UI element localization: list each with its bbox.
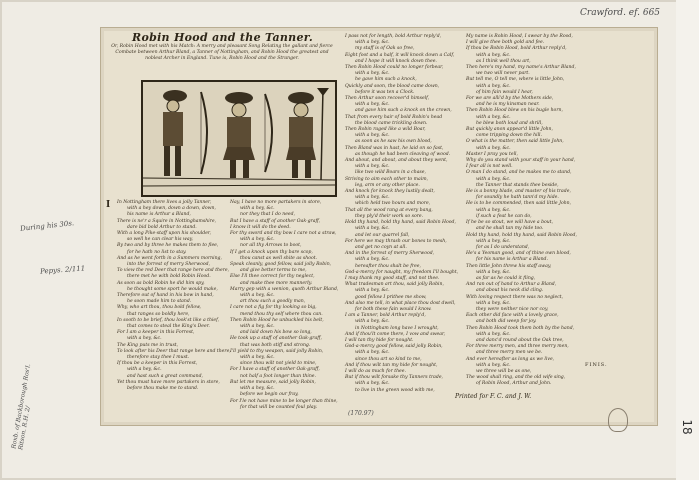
verse-line: And in the forrest of merry Sherwood,: [345, 251, 435, 257]
verse-line: There is ne'r a Squire in Nottinghamshire,: [117, 218, 217, 224]
verse-line: I care not a fig for thy looking so big,: [230, 305, 317, 311]
verse-line: Master I pray you tell,: [466, 151, 518, 157]
verse-line: with a hey, &c.: [240, 206, 275, 212]
verse-line: Quickly and soon, the blood came down,: [345, 83, 440, 89]
verse-line: as I think well thou art,: [476, 58, 531, 64]
verse-line: and laid down his bow so long,: [240, 330, 312, 336]
catalog-annotation: Crawford. ef. 665: [580, 8, 661, 18]
verse-line: Each other did face with a lovely grace,: [466, 313, 559, 319]
verse-line: and give better terms to me,: [240, 268, 307, 274]
verse-line: For I'le not have mine to be longer than thine,: [230, 398, 338, 404]
verse-line: with a hey, &c.: [476, 300, 511, 306]
verse-line: My name is Robin Hood, I swear by the Rood,: [466, 34, 573, 39]
verse-line: as far as he could it fling,: [476, 275, 536, 281]
verse-line: with a hey, &c.: [355, 164, 390, 170]
verse-line: and gave him such a knock on the crown,: [355, 108, 452, 114]
verse-line: To view the red Deer that range here and there,: [117, 268, 230, 274]
margin-note-1: During his 30s.: [19, 219, 75, 233]
verse-line: in Nottingham long have I wrought,: [355, 325, 439, 331]
verse-line: we three will be as one,: [476, 368, 532, 374]
verse-line: For we are alli'd by the Mothers side,: [466, 96, 554, 102]
verse-line: there met he with bold Robin Hood.: [127, 274, 211, 280]
verse-line: with a hey, &c.: [476, 176, 511, 182]
verse-line: for that will be counted foul play.: [240, 404, 318, 410]
verse-line: Marry gep with a wenion, quoth Arthur Bland,: [230, 286, 339, 292]
verse-line: with a hey, &c.: [355, 350, 390, 356]
verse-line: hereafter thou shalt be free,: [355, 263, 421, 269]
verse-line: But quickly anon appear'd little John,: [466, 127, 553, 133]
verse-line: that comes to steal the King's Deer.: [127, 324, 210, 330]
verse-line: with a hey, &c.: [476, 238, 511, 244]
verse-line: By two and by three he makes them to flee,: [117, 243, 219, 249]
verse-line: and three merry men we be.: [476, 350, 543, 356]
verse-line: with a hey, &c.: [476, 52, 511, 58]
verse-line: I fear all is not well.: [466, 164, 513, 170]
verse-line: I know it will do the deed.: [230, 224, 291, 230]
verse-line: With a long Pike-staff upon his shoulder,: [117, 231, 212, 237]
verse-line: and he shall tan my hide too.: [476, 226, 544, 232]
verse-line: nor they that I do need,: [240, 212, 296, 218]
verse-line: For I am a keeper in this Forrest,: [117, 330, 195, 336]
verse-line: the blood came trickling down.: [355, 120, 428, 126]
three-figures-woodcut-icon: [143, 82, 335, 195]
verse-line: he blew both loud and shrill,: [476, 120, 543, 126]
verse-line: He's a Yeoman good, and of thine own blood,: [466, 251, 571, 257]
verse-line: with a hey, &c.: [476, 207, 511, 213]
margin-note-2: Pepys. 2/111: [39, 264, 86, 276]
verse-line: with a hey, &c.: [355, 40, 390, 46]
verse-line: And knock for knock they lustily dealt,: [345, 189, 435, 195]
folio-reference: (170.97): [348, 410, 374, 417]
verse-line: and he is my kinsman near.: [476, 102, 540, 108]
verse-line: before it was ten a Clock.: [355, 89, 415, 95]
verse-line: But I have a staff of another Oak-graff,: [230, 218, 321, 224]
verse-line: with a hey, &c.: [355, 319, 390, 325]
verse-line: he thought some sport he would make,: [127, 286, 218, 292]
ballad-subtitle: Or, Robin Hood met with his Match: A merry and pleasant Song Relating the gallant and fierce Combate between Arthur Bland, a Tanner of Nottingham, and Robin Hood the greatest and noblest Archer in England. Tune is, Robin Hood and the Stranger.: [111, 44, 333, 61]
verse-line: with a hey, &c.: [476, 331, 511, 337]
verse-line: and get no coyn at all.: [355, 244, 407, 250]
verse-line: with a hey, &c.: [355, 71, 390, 77]
verse-line: In Nottingham there lives a jolly Tanner,: [117, 200, 212, 205]
verse-line: for both these fain would I know.: [355, 306, 432, 312]
verse-line: for he hath no list to stay.: [127, 249, 187, 255]
page-number: 18: [680, 419, 694, 435]
verse-line: they ply'd their work so sore.: [355, 213, 424, 219]
verse-line: And about, and about, and about they went,: [345, 158, 448, 164]
verse-line: as soon as he saw his own blood,: [355, 139, 432, 145]
verse-line: For I have a staff of another Oak-graff,: [230, 367, 320, 373]
verse-line: of him fain would I hear,: [476, 89, 533, 95]
verse-line: and danc'd round about the Oak tree,: [476, 337, 564, 343]
verse-line: For here we may thrash our bones to mesh,: [345, 238, 447, 244]
verse-line: leg, arm or any other place.: [355, 182, 420, 188]
verse-line: and let our quarrel fall,: [355, 232, 410, 238]
verse-line: dare bid bold Arthur to stand.: [127, 224, 197, 230]
verse-line: Then Robin Hood blew on his bugle horn,: [466, 108, 563, 114]
verse-line: Why, who art thou, thou bold fellow,: [117, 305, 201, 311]
verse-line: not half a foot longer than thine.: [240, 373, 316, 379]
verse-line: with a hey, &c.: [476, 114, 511, 120]
verse-line: The wood shall ring, and the old wife sing,: [466, 375, 566, 381]
verse-line: with a hey, &c.: [127, 367, 162, 373]
verse-line: I pass not for length, bold Arthur reply'd,: [345, 34, 442, 39]
verse-line: God-a-mercy good fellow, said jolly Robin,: [345, 344, 443, 350]
verse-line: Then Robin Hood could no longer forbear,: [345, 65, 444, 71]
verse-line: I will do as much for thee.: [345, 368, 406, 374]
verse-line: we two will never part.: [476, 71, 530, 77]
verse-line: with a hey, &c.: [240, 237, 275, 243]
ballad-title: Robin Hood and the Tanner.: [132, 31, 313, 44]
verse-column-1: [117, 200, 231, 400]
verse-line: Why do you stand with your staff in your hand,: [466, 158, 576, 164]
verse-line: I will give thee both gold and fee.: [466, 40, 545, 46]
verse-line: before we begin our fray,: [240, 392, 299, 398]
library-stamp-icon: [608, 408, 628, 432]
verse-line: Hold thy hand, hold thy hand, said Robin Hood,: [345, 220, 456, 226]
verse-line: with a hey, &c.: [355, 102, 390, 108]
verse-line: In sooth to be brief, thou look'st like a thief,: [117, 317, 220, 323]
verse-line: That all the wood rang at every bang,: [345, 207, 433, 213]
verse-line: And as he went forth in a Summers morning,: [117, 255, 222, 261]
verse-line: so well he can clear his way,: [127, 237, 194, 243]
verse-line: with a hey, &c.: [127, 336, 162, 342]
verse-line: Yet thou must have more partakers in store,: [117, 379, 220, 385]
verse-line: O what is the matter, then said little John,: [466, 139, 564, 145]
verse-line: If thou be Robin Hood, bold Arthur reply'd,: [466, 46, 567, 52]
verse-line: He took up a staff of another Oak-graff,: [230, 336, 322, 342]
verse-line: his name is Arthur a Bland,: [127, 212, 191, 218]
woodcut-illustration: [141, 80, 337, 197]
verse-line: with a hey, &c.: [355, 195, 390, 201]
verse-line: Therefore out of hand in his bow in hand,: [117, 293, 214, 299]
verse-line: since thou art so kind to me,: [355, 356, 422, 362]
verse-line: for as I do understand,: [476, 244, 530, 250]
verse-line: as though he had been cleaving of wood.: [355, 151, 451, 157]
verse-line: since thou wilt not yield to mine,: [240, 361, 317, 367]
verse-line: I am a Tanner, bold Arthur reply'd,: [345, 313, 426, 319]
verse-line: Then Arthur soon recover'd himself,: [345, 96, 430, 102]
verse-line: But tell me, O tell me, where is little John,: [466, 77, 565, 83]
verse-line: of Robin Hood, Arthur and John.: [476, 381, 552, 387]
verse-line: And also me tell, in what place thou dost dwell,: [345, 300, 456, 306]
verse-line: If I get a knock upon thy bare scop,: [230, 249, 313, 255]
verse-line: mend thou thy self where thou can.: [240, 311, 323, 317]
verse-line: therefore stay thee I must.: [127, 355, 190, 361]
verse-column-4: [466, 34, 584, 387]
verse-line: with a hey, &c.: [355, 381, 390, 387]
drop-cap: I: [106, 200, 111, 210]
verse-line: thou canst as well shite as shoot.: [240, 255, 318, 261]
verse-line: into the forrest of merry Sherwood,: [127, 262, 211, 268]
verse-line: with a hey, &c.: [476, 362, 511, 368]
verse-line: He is to be commended, then said little John,: [466, 201, 572, 207]
verse-line: they were neither nice nor coy,: [476, 306, 549, 312]
verse-line: and about his neck did cling.: [476, 288, 544, 294]
verse-line: to live in the green wood with me,: [355, 387, 435, 393]
verse-line: and make thee more mannerly.: [240, 280, 313, 286]
verse-line: and both did weep for joy.: [476, 319, 537, 325]
verse-line: And if thou'lt come there, I vow and swear,: [345, 331, 446, 337]
verse-line: And ran out of hand to Arthur a Bland,: [466, 282, 557, 288]
verse-line: before thou make me to stand.: [127, 386, 199, 392]
verse-line: he gave him such a knock,: [355, 77, 417, 83]
verse-line: God-a-mercy for naught, my freedom I'll bought,: [345, 269, 459, 275]
verse-line: He is a bonny blade, and master of his trade,: [466, 189, 571, 195]
verse-line: If he be so stout, we will have a bout,: [466, 220, 554, 226]
verse-line: Hold thy hand, hold thy hand, said Robin Hood,: [466, 232, 577, 238]
margin-note-3: Roxb. of Backborough Ros'l. Ritson. R.H. 2/: [10, 363, 33, 451]
verse-column-3: [345, 34, 463, 394]
verse-line: with a hey, &c.: [240, 324, 275, 330]
verse-line: I may thank my good staff, and not thee.: [345, 275, 440, 281]
verse-line: And ever hereafter as long as we live,: [466, 356, 555, 362]
verse-line: for his name is Arthur a Bland.: [476, 257, 548, 263]
verse-line: Striving to aim each other to maim,: [345, 176, 429, 182]
verse-line: good fellow I prithee me show,: [355, 294, 427, 300]
verse-line: With loving respect there was no neglect,: [466, 294, 564, 300]
verse-line: Eight foot and a half, it will knock down a Calf,: [345, 52, 455, 58]
verse-line: Speak cleanly, good fellow, said jolly Robin,: [230, 262, 332, 268]
verse-line: As soon as bold Robin he did him spy,: [117, 280, 205, 286]
verse-line: with a hey, &c.: [240, 355, 275, 361]
verse-line: For three merry men, and three merry men,: [466, 344, 569, 350]
verse-line: For thy sword and thy bow I care not a straw,: [230, 231, 337, 237]
verse-line: If thou be a keeper in this Forrest,: [117, 361, 198, 367]
verse-line: What tradesman art thou, said jolly Robin,: [345, 282, 444, 288]
verse-line: But if thou wilt forsake thy Tanners trade,: [345, 375, 444, 381]
verse-line: and hast such a great command,: [127, 373, 204, 379]
verse-line: O man I do stand, and he makes me to stand,: [466, 170, 572, 176]
verse-line: The King puts me in trust,: [117, 342, 179, 348]
verse-line: Else I'll thee correct for thy neglect,: [230, 274, 315, 280]
finis-label: FINIS.: [585, 362, 608, 368]
verse-line: That from every hair of bold Robin's head: [345, 114, 443, 120]
verse-line: I'll yield to thy weapon, said jolly Robin,: [230, 348, 324, 354]
verse-line: And if thou wilt tan my hide for nought,: [345, 362, 438, 368]
verse-line: for soundly he hath tann'd my hide.: [476, 195, 559, 201]
verse-line: with a hey, &c.: [355, 288, 390, 294]
verse-line: Then Robin Hood he unbuckled his belt,: [230, 317, 324, 323]
verse-line: with a hey, &c.: [355, 226, 390, 232]
verse-line: nor all thy Arrows to boot,: [240, 243, 302, 249]
verse-line: with a hey, &c.: [476, 269, 511, 275]
page-edge: [676, 0, 699, 480]
verse-line: Then little John threw his staff away,: [466, 263, 552, 269]
verse-line: But let me measure, said jolly Robin,: [230, 379, 316, 385]
verse-line: like two wild Boars in a chase,: [355, 170, 426, 176]
printer-imprint: Printed for F. C. and J. W.: [455, 393, 532, 400]
verse-line: with a hey, &c.: [355, 133, 390, 139]
verse-line: Then Robin Hood took them both by the hand,: [466, 325, 575, 331]
verse-line: with a hey, &c.: [240, 386, 275, 392]
verse-line: come tripping down the hill.: [476, 133, 542, 139]
verse-line: with a hey, &c.: [476, 83, 511, 89]
verse-line: art thou such a goodly man,: [240, 299, 306, 305]
verse-line: my staff is of Oak so free,: [355, 46, 415, 52]
verse-line: Then Robin raged like a wild Boar,: [345, 127, 426, 133]
verse-column-2: [230, 200, 342, 410]
verse-line: with a hey, &c.: [355, 257, 390, 263]
verse-line: Then here's my hand, my name's Arthur Bland,: [466, 65, 576, 71]
verse-line: that ranges so boldly here,: [127, 311, 190, 317]
verse-line: with a hey, &c.: [240, 293, 275, 299]
verse-line: Nay, I have no more partakers in store,: [230, 200, 322, 205]
verse-line: with a hey, &c.: [476, 145, 511, 151]
verse-line: the Tanner that stands thee beside,: [476, 182, 559, 188]
verse-line: which held two hours and more,: [355, 201, 431, 207]
verse-line: if such a feat he can do,: [476, 213, 532, 219]
verse-line: Then Bland was in hast, he laid on so fast,: [345, 145, 444, 151]
verse-line: that was both stiff and strong.: [240, 342, 311, 348]
verse-line: with a hey down, down a down, down,: [127, 206, 216, 212]
verse-line: I will tan thy hide for nought.: [345, 337, 414, 343]
verse-line: he soon made him to stand.: [127, 299, 192, 305]
verse-line: and I hope it will knock down thee.: [355, 58, 437, 64]
verse-line: To look after his Deer that range here and there,: [117, 348, 231, 354]
